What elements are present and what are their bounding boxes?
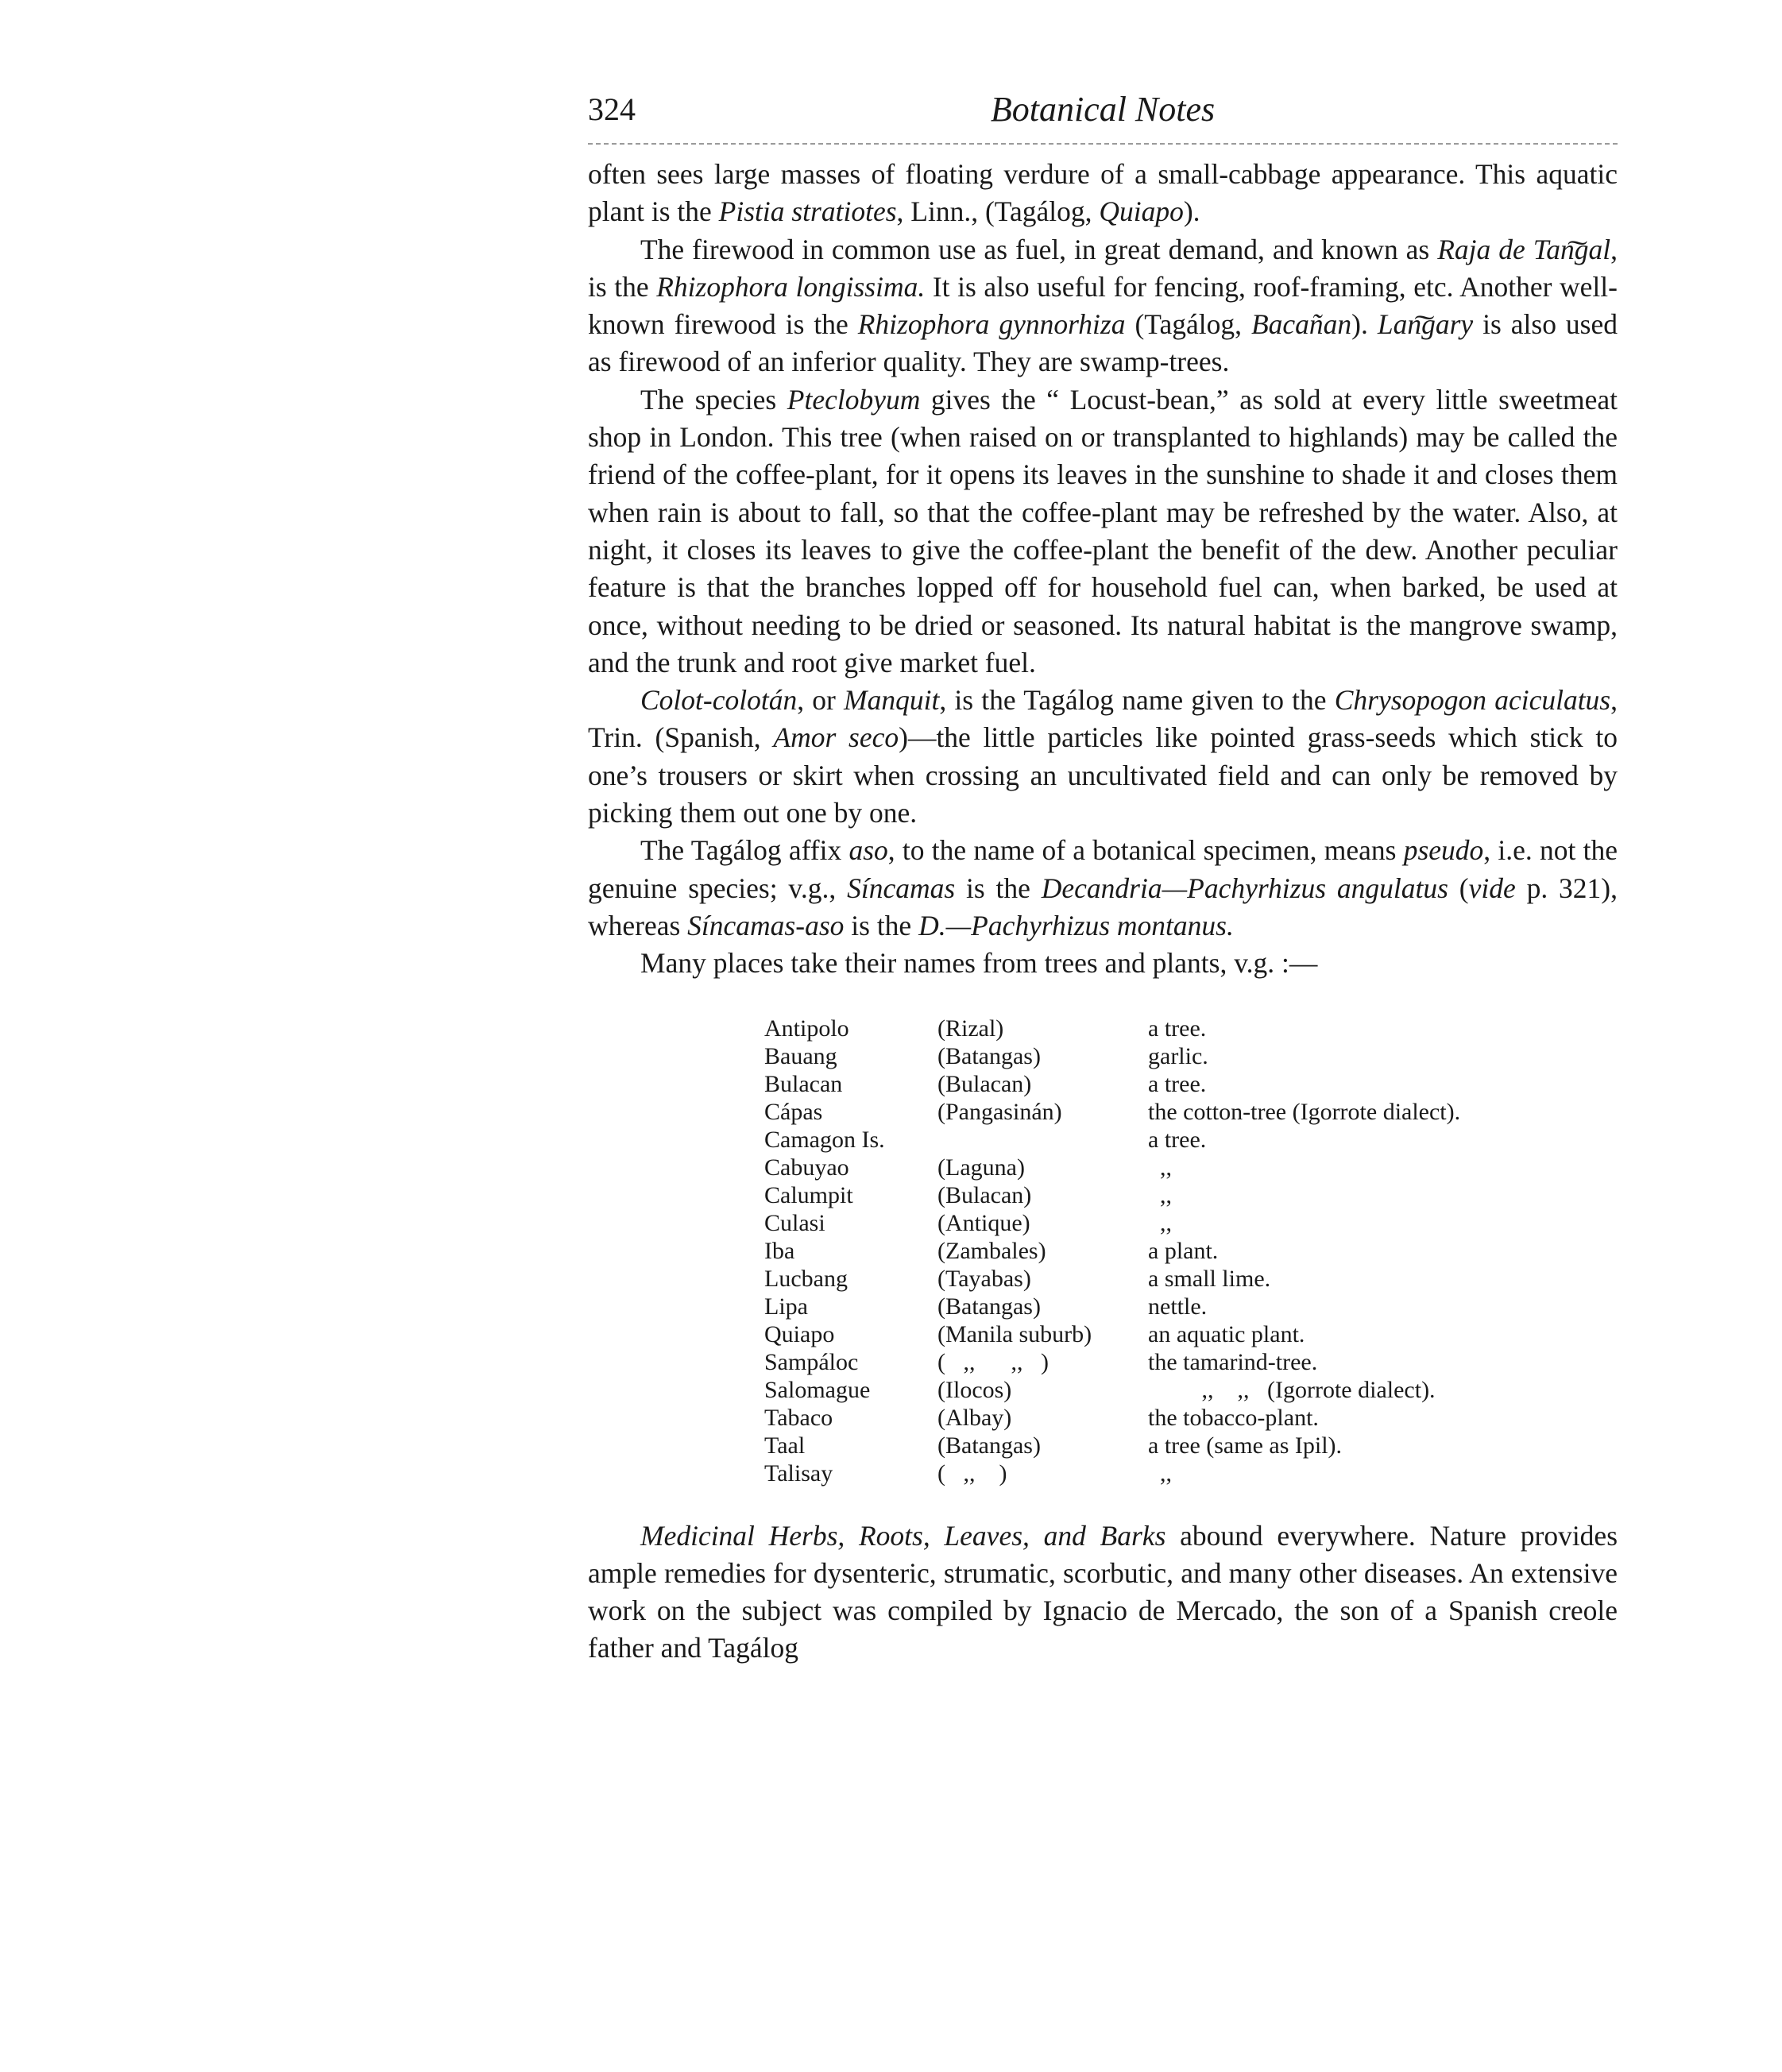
meaning-cell: an aquatic plant. [1148, 1320, 1305, 1347]
meaning-cell: a tree. [1148, 1126, 1207, 1153]
place-name-cell: Cápas [764, 1098, 823, 1125]
meaning-cell: garlic. [1148, 1042, 1208, 1069]
place-name-cell: Lipa [764, 1293, 808, 1320]
place-name-cell: Calumpit [764, 1181, 853, 1208]
place-name-cell: Bulacan [764, 1070, 843, 1097]
p5-run: p. 321), whereas [588, 872, 1618, 941]
p4-run: , or [797, 684, 845, 717]
p2-run: Raja de Tan͠gal [1437, 233, 1611, 265]
p5-run: The Tagálog affix [640, 834, 849, 867]
province-cell: (Manila suburb) [937, 1320, 1092, 1347]
meaning-cell: a tree. [1148, 1070, 1207, 1097]
province-cell: (Pangasinán) [937, 1098, 1062, 1125]
p2-run: Bacañan [1250, 308, 1352, 341]
p5-run: D.—Pachyrhizus montanus. [918, 909, 1234, 941]
p5-run: Decandria—Pachyrhizus angulatus [1041, 872, 1448, 904]
table-row [764, 1126, 1460, 1154]
place-name-cell: Salomague [764, 1376, 871, 1403]
place-name-cell: Lucbang [764, 1265, 848, 1292]
table-row [764, 1042, 1460, 1070]
province-cell: (Zambales) [937, 1237, 1046, 1264]
table-row [764, 1404, 1460, 1432]
p2-run: Rhizophora gynnorhiza [857, 308, 1126, 341]
p5-run: Síncamas [847, 872, 956, 904]
table-row [764, 1015, 1460, 1042]
paragraph-5 [588, 832, 1618, 945]
p7-run: Medicinal Herbs, Roots, Leaves, and Barks [640, 1519, 1166, 1552]
province-cell: (Batangas) [937, 1042, 1041, 1069]
province-cell: (Albay) [937, 1404, 1012, 1431]
table-row [764, 1181, 1460, 1209]
p6-run: Many places take their names from trees and plants, v.g. :— [640, 947, 1318, 980]
p5-run: pseudo [1403, 834, 1484, 867]
p3-run: Pteclobyum [787, 383, 921, 416]
table-row [764, 1293, 1460, 1320]
p5-run: is the [844, 909, 919, 941]
place-name-cell: Quiapo [764, 1320, 835, 1347]
place-name-cell: Camagon Is. [764, 1126, 885, 1153]
p4-run: )—the little particles like pointed grass-seeds which stick to one’s trousers or skirt when crossing an uncultivated field and can only be removed by picking them out one by one. [588, 721, 1618, 829]
paragraph-4 [588, 682, 1618, 832]
meaning-cell: the tobacco-plant. [1148, 1404, 1319, 1431]
province-cell: (Ilocos) [937, 1376, 1012, 1403]
p1-run: often sees large masses of floating verdure of a small-cabbage appearance. This aquatic plant is the [588, 158, 1618, 228]
table-row [764, 1237, 1460, 1265]
page-number: 324 [588, 91, 636, 127]
paragraph-6 [588, 945, 1618, 982]
province-cell [937, 1126, 1148, 1154]
p2-run: (Tagálog, [1125, 308, 1251, 341]
place-name-cell: Tabaco [764, 1404, 833, 1431]
p1-run: Quiapo [1099, 195, 1184, 228]
p2-run: , is the [588, 233, 1618, 303]
p3-run: The species [640, 383, 787, 416]
meaning-cell: ,, [1148, 1181, 1172, 1208]
paragraph-1 [588, 156, 1618, 231]
meaning-cell: the cotton-tree (Igorrote dialect). [1148, 1098, 1461, 1125]
table-row [764, 1070, 1460, 1098]
province-cell: (Antique) [937, 1209, 1030, 1236]
p5-run: ( [1448, 872, 1469, 904]
p2-run: It is also useful for fencing, roof-framing, etc. Another well-known firewood is the [588, 270, 1618, 341]
province-cell: (Bulacan) [937, 1070, 1032, 1097]
p5-run: , to the name of a botanical specimen, means [887, 834, 1404, 867]
p5-run: , i.e. not the genuine species; v.g., [588, 834, 1618, 904]
place-name-cell: Cabuyao [764, 1154, 849, 1181]
table-row [764, 1098, 1460, 1126]
table-row [764, 1459, 1460, 1487]
province-cell: (Tayabas) [937, 1265, 1031, 1292]
p2-run: Rhizophora longissima. [656, 270, 926, 303]
table-row [764, 1209, 1460, 1237]
place-name-cell: Iba [764, 1237, 795, 1264]
p2-run: is also used as firewood of an inferior quality. They are swamp-trees. [588, 308, 1618, 378]
p1-run: ). [1183, 195, 1200, 228]
place-name-cell: Taal [764, 1432, 806, 1459]
p4-run: Amor seco [773, 721, 899, 754]
place-name-cell: Bauang [764, 1042, 837, 1069]
p5-run: is the [955, 872, 1042, 904]
p7-run: abound everywhere. Nature provides ample remedies for dysenteric, strumatic, scorbutic, and many other diseases. An extensive work on the subject was compiled by Ignacio de Mercado, the son of a Spanish creole father and Tagálog [588, 1519, 1618, 1664]
province-cell: ( ,, ,, ) [937, 1348, 1049, 1375]
p5-run: vide [1468, 872, 1516, 904]
running-title: Botanical Notes [990, 90, 1216, 129]
paragraph-2 [588, 231, 1618, 381]
paragraph-3 [588, 381, 1618, 682]
p1-run: , Linn., (Tagálog, [896, 195, 1100, 228]
p2-run: Lan͠gary [1377, 308, 1474, 341]
place-name-cell: Sampáloc [764, 1348, 859, 1375]
meaning-cell: ,, [1148, 1459, 1172, 1486]
province-cell: (Rizal) [937, 1015, 1004, 1042]
meaning-cell: ,, ,, (Igorrote dialect). [1148, 1376, 1436, 1403]
p4-run: Manquit [844, 684, 940, 717]
p5-run: aso [848, 834, 888, 867]
meaning-cell: the tamarind-tree. [1148, 1348, 1318, 1375]
table-row [764, 1320, 1460, 1348]
province-cell: (Batangas) [937, 1432, 1041, 1459]
place-name-cell: Talisay [764, 1459, 833, 1486]
page-header [588, 87, 1618, 145]
p4-run: Colot-colotán [640, 684, 798, 717]
province-cell: (Batangas) [937, 1293, 1041, 1320]
p2-run: The firewood in common use as fuel, in great demand, and known as [640, 233, 1438, 265]
province-cell: (Bulacan) [937, 1181, 1032, 1208]
p2-run: ). [1351, 308, 1378, 341]
book-page [588, 87, 1618, 1668]
table-row [764, 1376, 1460, 1404]
place-name-cell: Antipolo [764, 1015, 849, 1042]
meaning-cell: nettle. [1148, 1293, 1208, 1320]
table-row [764, 1432, 1460, 1459]
meaning-cell: ,, [1148, 1154, 1172, 1181]
province-cell: ( ,, ) [937, 1459, 1007, 1486]
p4-run: , Trin. (Spanish, [588, 684, 1618, 754]
place-name-cell: Culasi [764, 1209, 825, 1236]
place-names-table [764, 1015, 1460, 1487]
meaning-cell: a tree (same as Ipil). [1148, 1432, 1343, 1459]
meaning-cell: a small lime. [1148, 1265, 1271, 1292]
province-cell: (Laguna) [937, 1154, 1025, 1181]
table-row [764, 1265, 1460, 1293]
p4-run: , is the Tagálog name given to the [939, 684, 1335, 717]
p1-run: Pistia stratiotes [718, 195, 897, 228]
meaning-cell: a tree. [1148, 1015, 1207, 1042]
table-row [764, 1348, 1460, 1376]
table-row [764, 1154, 1460, 1181]
meaning-cell: ,, [1148, 1209, 1172, 1236]
p4-run: Chrysopogon aciculatus [1334, 684, 1611, 717]
meaning-cell: a plant. [1148, 1237, 1219, 1264]
p3-run: gives the “ Locust-bean,” as sold at every little sweetmeat shop in London. This tree (when raised on or transplanted to highlands) may be called the friend of the coffee-plant, for it opens its leaves in the sunshine to shade it and closes them when rain is about to fall, so that the coffee-plant may be refreshed by the water. Also, at night, it closes its leaves to give the coffee-plant the benefit of the dew. Another peculiar feature is that the branches lopped off for household fuel can, when barked, be used at once, without needing to be dried or seasoned. Its natural habitat is the mangrove swamp, and the trunk and root give market fuel. [588, 383, 1618, 678]
paragraph-7 [588, 1517, 1618, 1668]
p5-run: Síncamas-aso [687, 909, 845, 941]
